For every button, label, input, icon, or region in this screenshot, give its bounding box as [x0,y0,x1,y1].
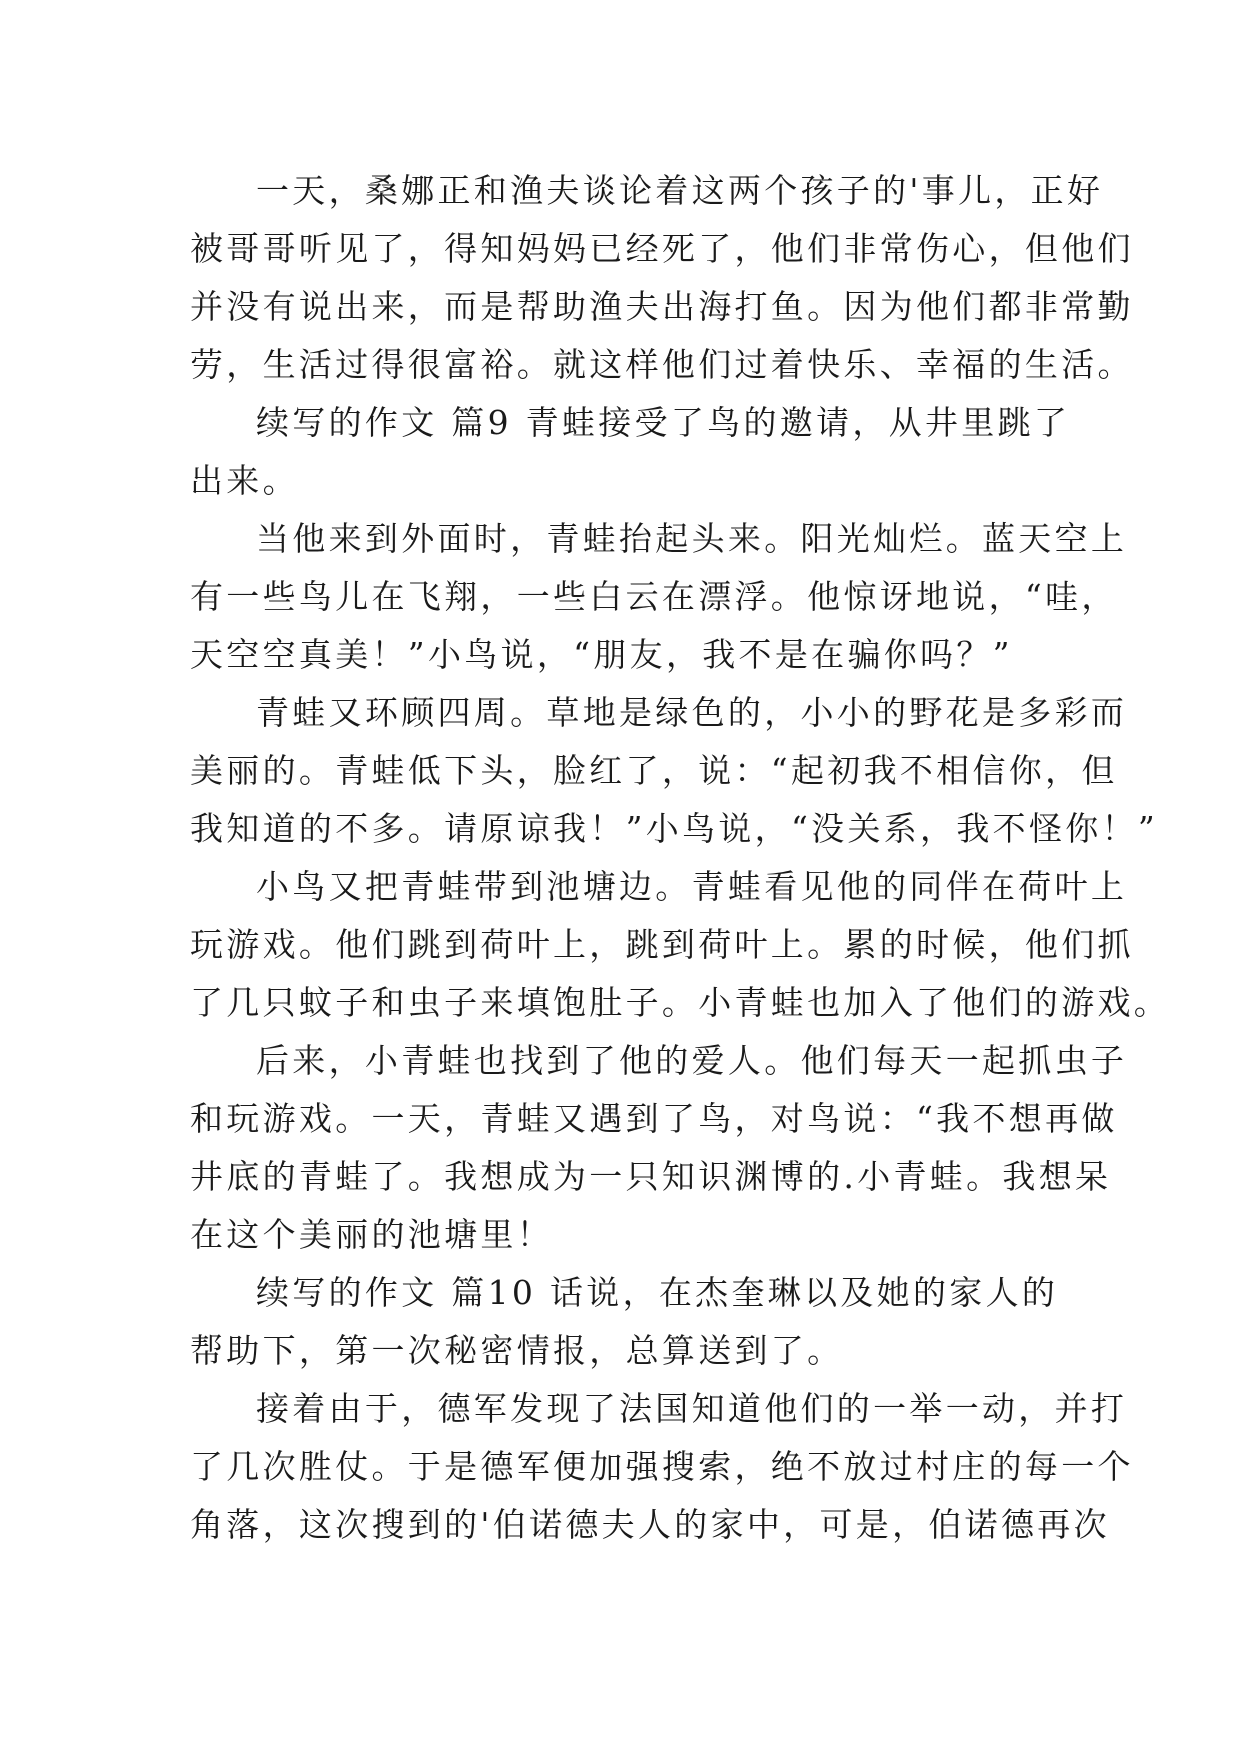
text-line: 玩游戏。他们跳到荷叶上，跳到荷叶上。累的时候，他们抓 [190,925,1134,964]
document-page [190,162,1171,1554]
text-line: 接着由于，德军发现了法国知道他们的一举一动，并打 [256,1389,1128,1428]
text-line: 角落，这次搜到的'伯诺德夫人的家中，可是，伯诺德再次 [190,1505,1110,1544]
text-line: 天空空真美！”小鸟说，“朋友，我不是在骗你吗？” [190,635,1013,674]
text-line: 和玩游戏。一天，青蛙又遇到了鸟，对鸟说：“我不想再做 [190,1099,1118,1138]
section-heading-line: 续写的作文 篇9 青蛙接受了鸟的邀请，从井里跳了 [256,403,1071,442]
section-heading-line: 续写的作文 篇10 话说，在杰奎琳以及她的家人的 [256,1273,1059,1312]
text-line: 井底的青蛙了。我想成为一只知识渊博的.小青蛙。我想呆 [190,1157,1112,1196]
text-line: 有一些鸟儿在飞翔，一些白云在漂浮。他惊讶地说，“哇， [190,577,1118,616]
text-line: 一天，桑娜正和渔夫谈论着这两个孩子的'事儿，正好 [256,171,1104,210]
text-line: 了几次胜仗。于是德军便加强搜索，绝不放过村庄的每一个 [190,1447,1134,1486]
text-line: 帮助下，第一次秘密情报，总算送到了。 [190,1331,844,1370]
text-line: 出来。 [190,461,299,500]
text-line: 在这个美丽的池塘里！ [190,1215,553,1254]
text-line: 当他来到外面时，青蛙抬起头来。阳光灿烂。蓝天空上 [256,519,1128,558]
text-line: 后来，小青蛙也找到了他的爱人。他们每天一起抓虫子 [256,1041,1128,1080]
text-line: 小鸟又把青蛙带到池塘边。青蛙看见他的同伴在荷叶上 [256,867,1128,906]
text-line: 青蛙又环顾四周。草地是绿色的，小小的野花是多彩而 [256,693,1128,732]
text-line: 并没有说出来，而是帮助渔夫出海打鱼。因为他们都非常勤 [190,287,1134,326]
text-line: 美丽的。青蛙低下头，脸红了，说：“起初我不相信你，但 [190,751,1118,790]
text-line: 被哥哥听见了，得知妈妈已经死了，他们非常伤心，但他们 [190,229,1134,268]
text-line: 劳，生活过得很富裕。就这样他们过着快乐、幸福的生活。 [190,345,1134,384]
text-line: 了几只蚊子和虫子来填饱肚子。小青蛙也加入了他们的游戏。 [190,983,1171,1022]
text-line: 我知道的不多。请原谅我！”小鸟说，“没关系，我不怪你！” [190,809,1159,848]
